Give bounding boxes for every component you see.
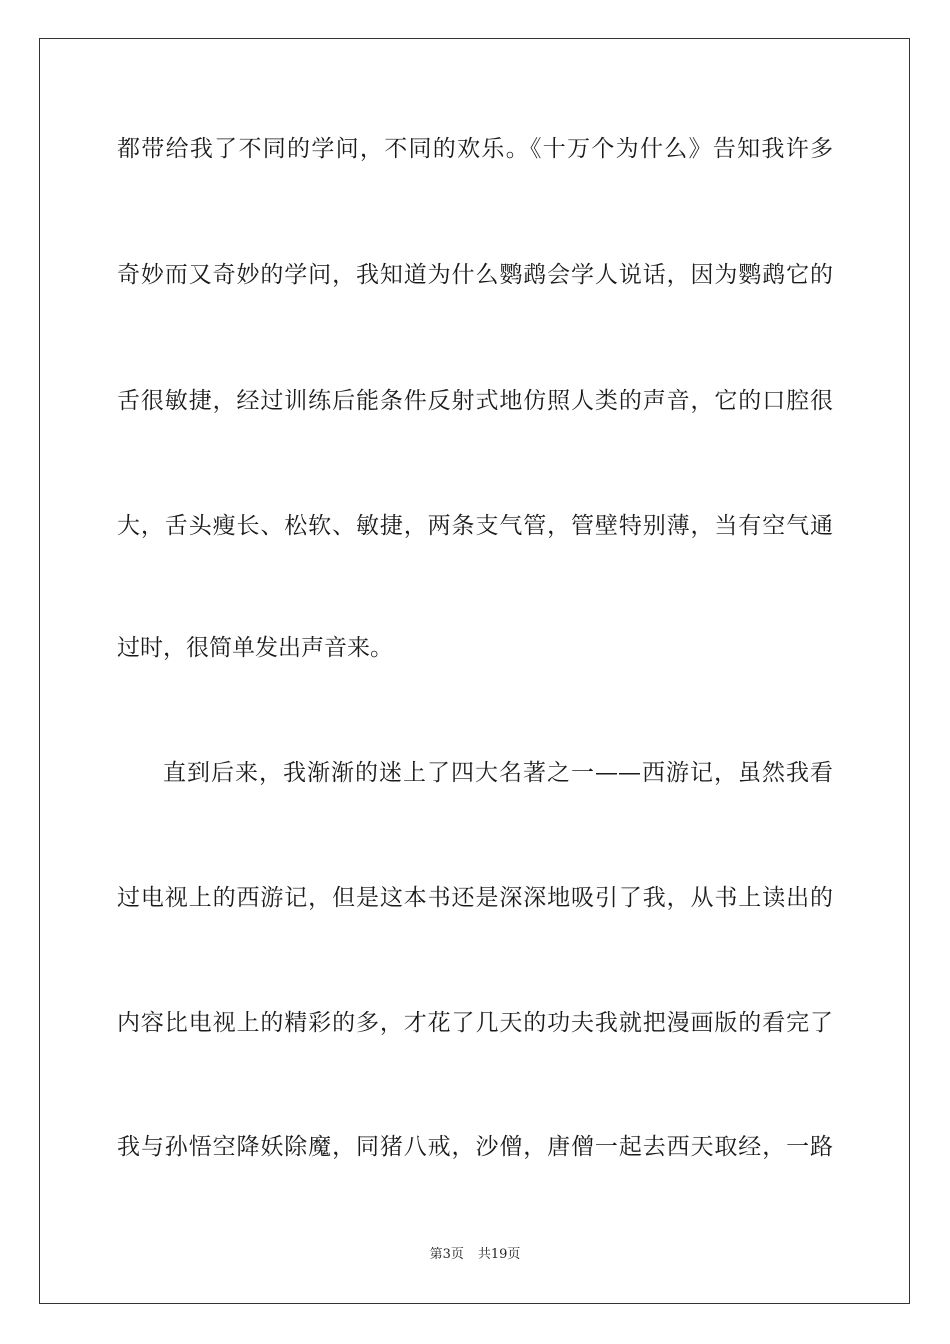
text-line: 我与孙悟空降妖除魔，同猪八戒，沙僧，唐僧一起去西天取经，一路 (117, 1134, 833, 1160)
text-line: 奇妙而又奇妙的学问，我知道为什么鹦鹉会学人说话，因为鹦鹉它的 (117, 262, 833, 288)
text-line: 大，舌头瘦长、松软、敏捷，两条支气管，管壁特别薄，当有空气通 (117, 513, 833, 539)
paragraph-start-line: 直到后来，我渐渐的迷上了四大名著之一——西游记，虽然我看 (163, 760, 833, 786)
text-line: 内容比电视上的精彩的多，才花了几天的功夫我就把漫画版的看完了 (117, 1010, 833, 1036)
page-total: 共19页 (477, 1247, 521, 1262)
text-line: 过时，很简单发出声音来。 (117, 635, 393, 661)
text-line: 过电视上的西游记，但是这本书还是深深地吸引了我，从书上读出的 (117, 885, 833, 911)
page-number: 第3页 (429, 1247, 464, 1262)
page-border (39, 38, 910, 1304)
text-line: 都带给我了不同的学问，不同的欢乐。《十万个为什么》告知我许多 (117, 136, 833, 162)
text-line: 舌很敏捷，经过训练后能条件反射式地仿照人类的声音，它的口腔很 (117, 388, 833, 414)
page-footer (0, 1246, 950, 1264)
